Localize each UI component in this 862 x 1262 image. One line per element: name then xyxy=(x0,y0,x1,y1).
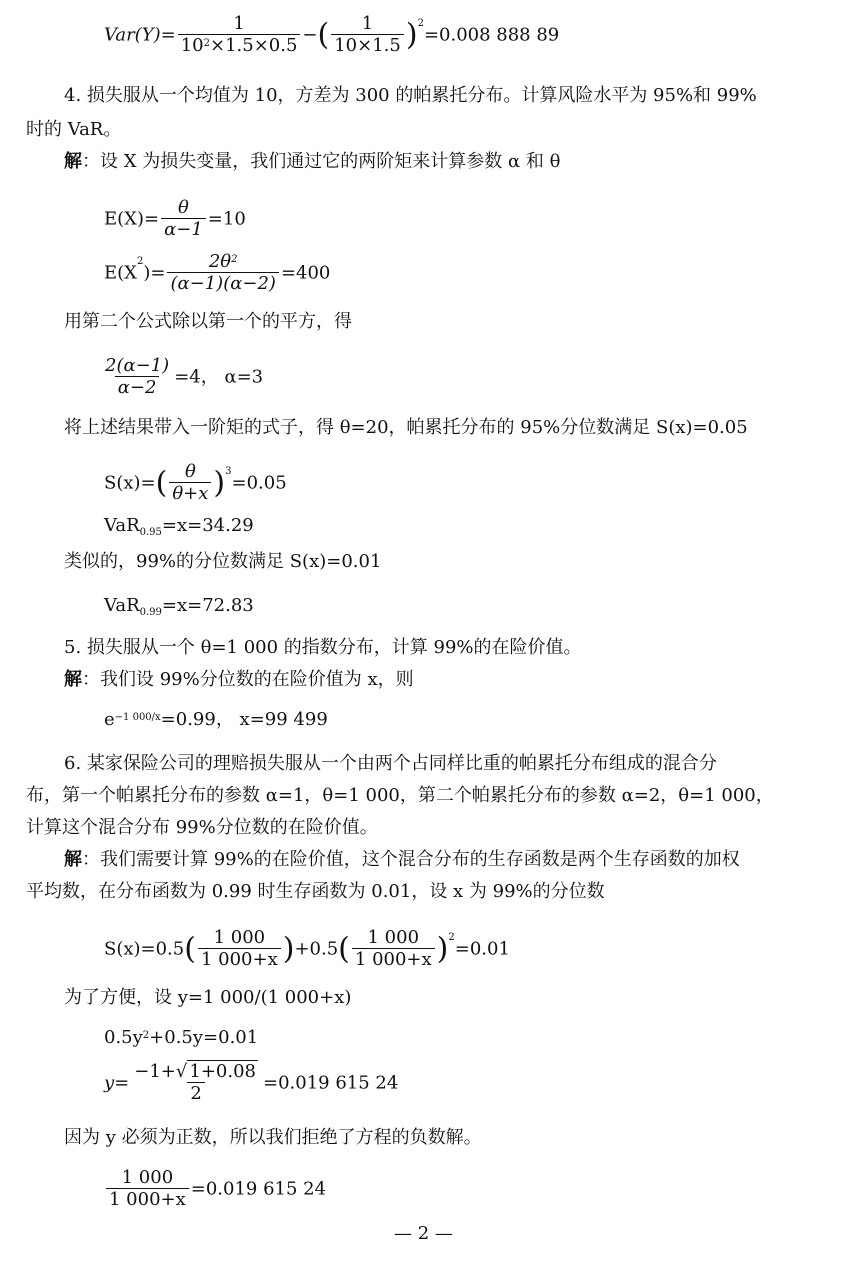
q6-solution-line2: 平均数，在分布函数为 0.99 时生存函数为 0.01，设 x 为 99%的分位数 xyxy=(26,881,605,902)
equation-y: y= $\frac{-1+√ 1+0.08}{2}$ =0.019 615 24 xyxy=(104,1061,399,1104)
equation-ex: E(X)= $\frac{\theta}{\alpha-1}$ =10 xyxy=(104,197,246,240)
q4-divide-text: 用第二个公式除以第一个的平方，得 xyxy=(64,311,352,332)
page-number: — 2 — xyxy=(394,1223,453,1244)
q5-line1: 5. 损失服从一个 θ=1 000 的指数分布，计算 99%的在险价值。 xyxy=(64,637,582,658)
q4-line1: 4. 损失服从一个均值为 10，方差为 300 的帕累托分布。计算风险水平为 95%和 99% xyxy=(64,85,757,106)
q6-line1: 6. 某家保险公司的理赔损失服从一个由两个占同样比重的帕累托分布组成的混合分 xyxy=(64,753,717,774)
equation-mixture: S(x)=0.5( $\frac{1 000}{1 000+x}$ )+0.5( $\frac{1 000}{1 000+x}$ )$^2$=0.01 xyxy=(104,927,510,970)
q6-reject-text: 因为 y 必须为正数，所以我们拒绝了方程的负数解。 xyxy=(64,1127,482,1148)
q4-solution: 解：设 X 为损失变量，我们通过它的两阶矩来计算参数 α 和 θ xyxy=(64,151,561,172)
q6-convenience-text: 为了方便，设 y=1 000/(1 000+x) xyxy=(64,987,352,1008)
var95: VaR$_{0.95}$=x=34.29 xyxy=(104,515,254,538)
q6-solution-line1: 解：我们需要计算 99%的在险价值，这个混合分布的生存函数是两个生存函数的加权 xyxy=(64,849,740,870)
q4-similar-text: 类似的，99%的分位数满足 S(x)=0.01 xyxy=(64,551,382,572)
equation-ratio: $\frac{2(\alpha-1)}{\alpha-2}$ =4， α=3 xyxy=(105,355,264,398)
q6-line2: 布，第一个帕累托分布的参数 α=1，θ=1 000，第二个帕累托分布的参数 α=2，θ=1 000， xyxy=(26,785,774,806)
q4-substitute-text: 将上述结果带入一阶矩的式子，得 θ=20，帕累托分布的 95%分位数满足 S(x)=0.05 xyxy=(64,417,748,438)
equation-sx: S(x)=( $\frac{\theta}{\theta+x}$ )$^3$=0.05 xyxy=(104,461,287,504)
fraction: $\frac{1}{10\times 1.5}$ xyxy=(331,14,404,57)
q6-line3: 计算这个混合分布 99%分位数的在险价值。 xyxy=(26,817,378,838)
equation-ex2: $E(X^2)=$ $\frac{2\theta^2}{(\alpha-1)(\alpha-2)}$ =400 xyxy=(104,251,331,294)
eq-lhs: Var(Y)= xyxy=(104,24,176,46)
q5-solution: 解：我们设 99%分位数的在险价值为 x，则 xyxy=(64,669,414,690)
equation-exp: $e^{-1 000/x}=0.99$， x=99 499 xyxy=(104,709,328,730)
equation-final: $\frac{1 000}{1 000+x}$ =0.019 615 24 xyxy=(104,1168,326,1211)
q4-line2: 时的 VaR。 xyxy=(26,119,122,140)
var99: VaR$_{0.99}$=x=72.83 xyxy=(104,595,254,618)
equation-quadratic: $0.5y^2+0.5y=0.01$ xyxy=(104,1027,259,1048)
fraction: $\frac{1}{10^2\times 1.5\times 0.5}$ xyxy=(178,14,301,57)
equation-var-y: Var(Y)= $\frac{1}{10^2\times 1.5\times 0.5}$ −( $\frac{1}{10\times 1.5}$ )$^2$=0.008 888 89 xyxy=(104,13,560,56)
